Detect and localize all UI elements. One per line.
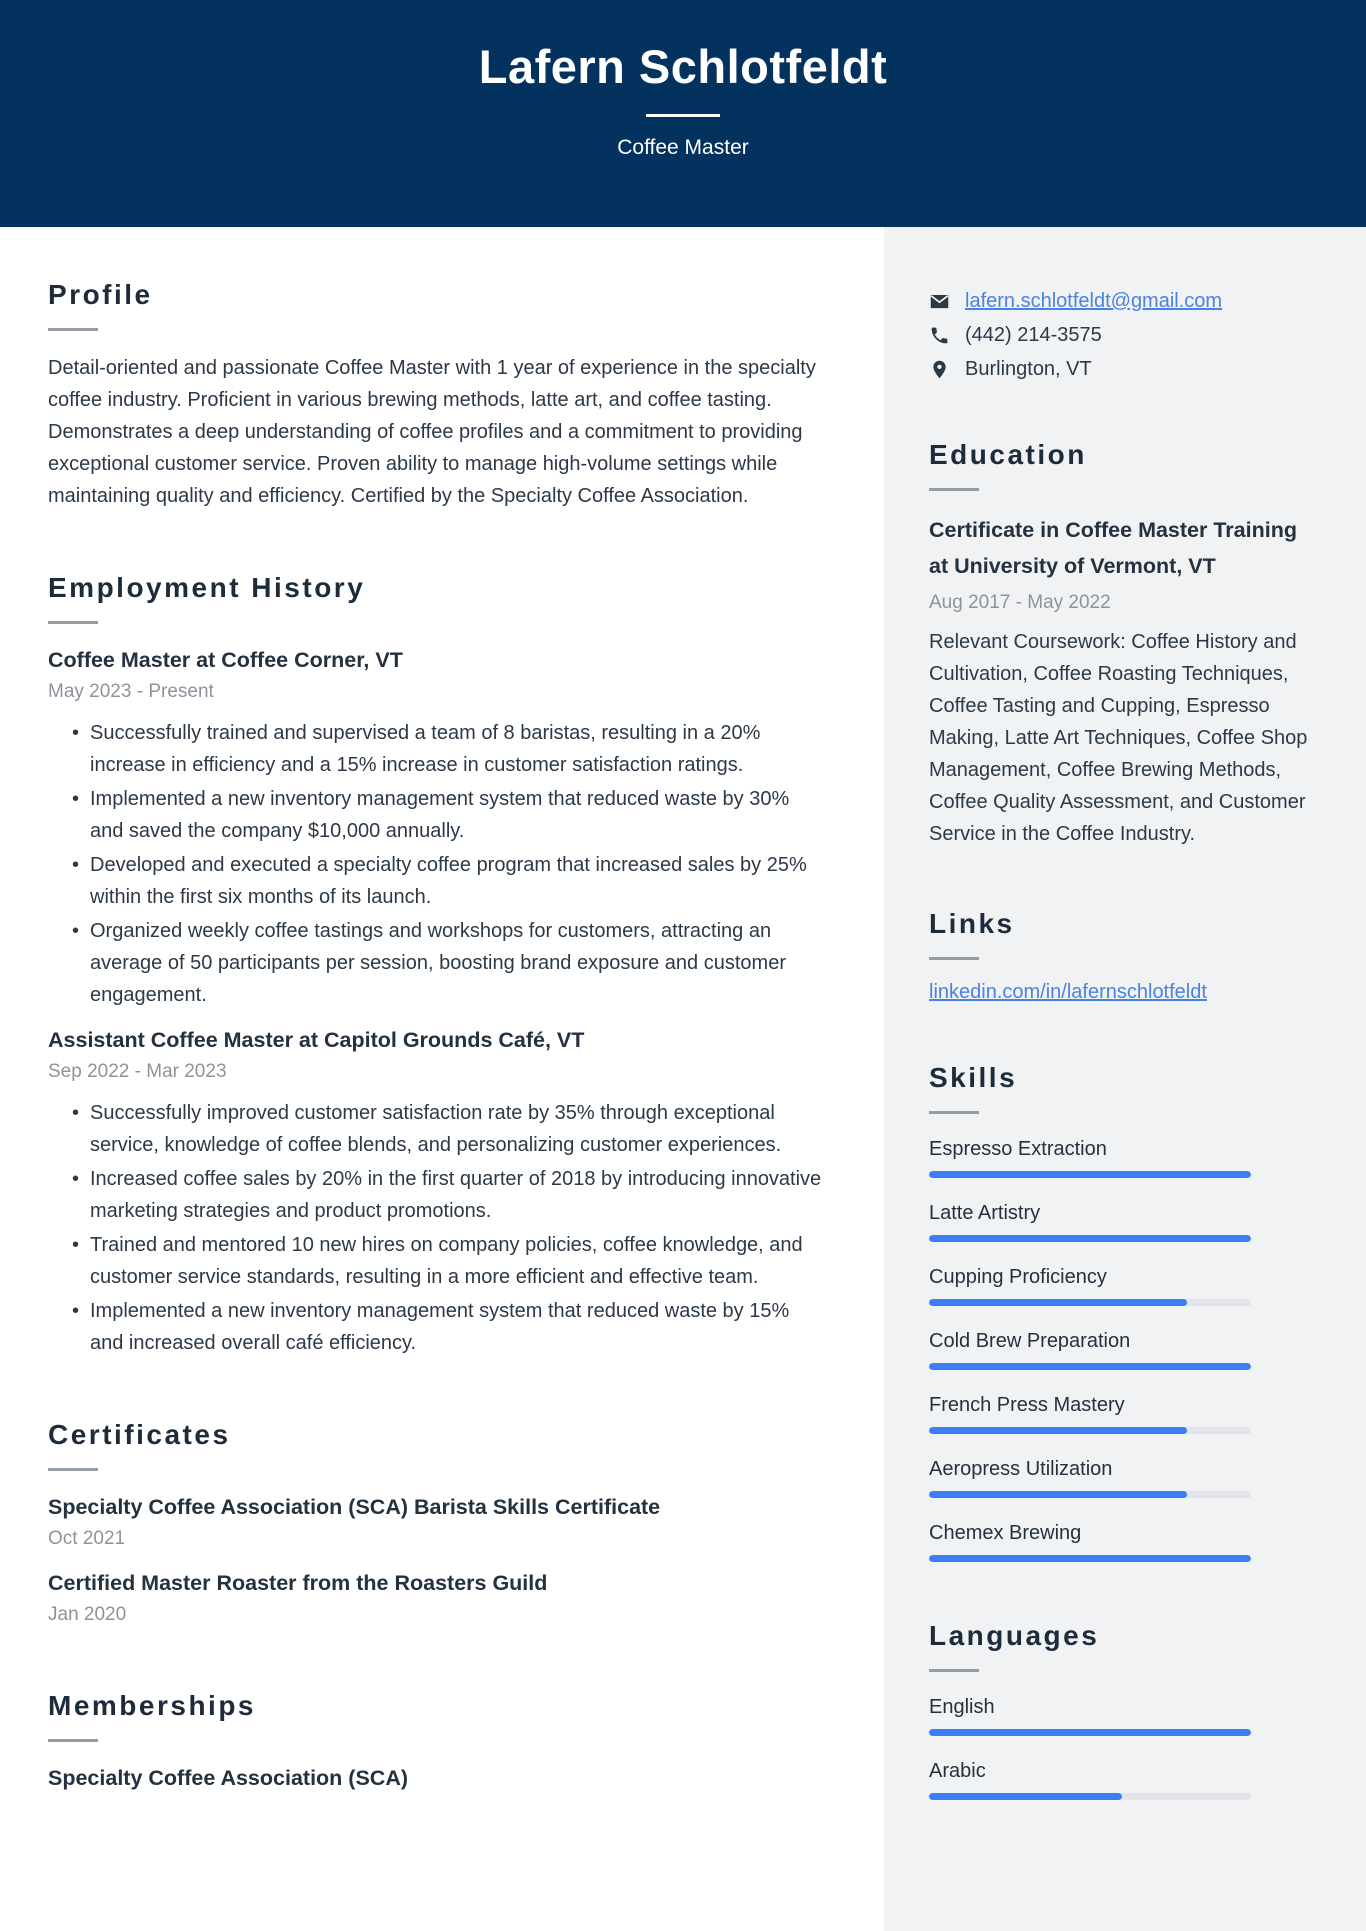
skills-heading: Skills — [929, 1062, 1018, 1093]
candidate-name: Lafern Schlotfeldt — [478, 40, 888, 93]
certificate-title: Specialty Coffee Association (SCA) Barista Skills Certificate — [48, 1495, 661, 1519]
section-divider — [48, 328, 98, 331]
certificate-entry — [48, 1568, 826, 1630]
job-bullet: • Implemented a new inventory management system that reduced waste by 15% and increased overall café efficiency. — [90, 1295, 826, 1359]
job-title: Assistant Coffee Master at Capitol Grounds Café, VT — [48, 1028, 585, 1052]
language-label: Arabic — [929, 1760, 986, 1782]
education-heading: Education — [929, 439, 1087, 470]
main-column — [0, 227, 884, 1931]
memberships-heading: Memberships — [48, 1690, 256, 1721]
email-link[interactable]: lafern.schlotfeldt@gmail.com — [965, 290, 1223, 312]
skill-label: Cupping Proficiency — [929, 1266, 1107, 1288]
section-divider — [929, 957, 979, 960]
skill-bar-track — [929, 1491, 1251, 1498]
employment-heading: Employment History — [48, 572, 366, 603]
job-title: Coffee Master at Coffee Corner, VT — [48, 648, 403, 672]
certificate-date: Jan 2020 — [48, 1604, 127, 1625]
section-divider — [929, 1111, 979, 1114]
skill-label: Latte Artistry — [929, 1202, 1041, 1224]
contact-block — [929, 289, 1316, 381]
section-divider — [48, 1468, 98, 1471]
job-bullet: • Trained and mentored 10 new hires on company policies, coffee knowledge, and customer service standards, resulting in a more efficient and effective team. — [90, 1229, 826, 1293]
certificate-entry — [48, 1492, 826, 1554]
language-bar-fill — [929, 1729, 1251, 1736]
map-pin-icon — [929, 359, 950, 380]
certificates-section — [48, 1419, 826, 1630]
skill-label: French Press Mastery — [929, 1394, 1125, 1416]
skill-bar-fill — [929, 1235, 1251, 1242]
skill-bar-fill — [929, 1491, 1187, 1498]
language-item — [929, 1693, 1316, 1736]
links-section — [929, 908, 1316, 1004]
location-text: Burlington, VT — [965, 358, 1092, 380]
linkedin-link[interactable]: linkedin.com/in/lafernschlotfeldt — [929, 981, 1207, 1003]
skill-label: Aeropress Utilization — [929, 1458, 1113, 1480]
skill-bar-track — [929, 1235, 1251, 1242]
candidate-title: Coffee Master — [617, 136, 749, 159]
education-coursework: Relevant Coursework: Coffee History and Cultivation, Coffee Roasting Techniques, Coffee Tasting and Cupping, Espresso Making, Latte Art Techniques, Coffee Shop Management, Coffee Brewing Methods, Coffee Quality Assessment, and Customer Service in the Coffee Industry. — [929, 631, 1308, 845]
profile-section — [48, 279, 826, 512]
skill-bar-fill — [929, 1427, 1187, 1434]
job-bullet: • Implemented a new inventory management system that reduced waste by 30% and saved the company $10,000 annually. — [90, 783, 826, 847]
skill-item — [929, 1135, 1316, 1178]
languages-heading: Languages — [929, 1620, 1100, 1651]
job-entry — [48, 645, 826, 1011]
language-item — [929, 1757, 1316, 1800]
contact-phone-row — [929, 323, 1316, 347]
skill-item — [929, 1327, 1316, 1370]
skill-bar-fill — [929, 1299, 1187, 1306]
job-dates: Sep 2022 - Mar 2023 — [48, 1061, 227, 1082]
envelope-icon — [929, 291, 950, 312]
section-divider — [929, 1669, 979, 1672]
skill-bar-track — [929, 1427, 1251, 1434]
phone-icon — [929, 325, 950, 346]
education-degree: Certificate in Coffee Master Training at University of Vermont, VT — [929, 518, 1297, 578]
education-dates: Aug 2017 - May 2022 — [929, 592, 1111, 613]
skill-label: Espresso Extraction — [929, 1138, 1107, 1160]
profile-heading: Profile — [48, 279, 153, 310]
certificate-title: Certified Master Roaster from the Roasters Guild — [48, 1571, 548, 1595]
language-bar-track — [929, 1793, 1251, 1800]
skill-bar-fill — [929, 1171, 1251, 1178]
job-bullet-list — [48, 1097, 826, 1359]
skills-section — [929, 1062, 1316, 1562]
certificates-heading: Certificates — [48, 1419, 231, 1450]
skill-bar-track — [929, 1555, 1251, 1562]
job-bullet: • Organized weekly coffee tastings and workshops for customers, attracting an average of 50 participants per session, boosting brand exposure and customer engagement. — [90, 915, 826, 1011]
sidebar — [884, 227, 1366, 1931]
skill-item — [929, 1455, 1316, 1498]
skill-bar-track — [929, 1363, 1251, 1370]
section-divider — [48, 1739, 98, 1742]
skill-bar-fill — [929, 1555, 1251, 1562]
job-entry — [48, 1025, 826, 1359]
header — [0, 0, 1366, 227]
job-dates: May 2023 - Present — [48, 681, 214, 702]
job-bullet: • Successfully trained and supervised a team of 8 baristas, resulting in a 20% increase in efficiency and a 15% increase in customer satisfaction ratings. — [90, 717, 826, 781]
contact-location-row — [929, 357, 1316, 381]
employment-section — [48, 572, 826, 1359]
language-bar-fill — [929, 1793, 1122, 1800]
content-columns — [0, 227, 1366, 1931]
skill-item — [929, 1391, 1316, 1434]
skill-bar-track — [929, 1299, 1251, 1306]
skill-label: Chemex Brewing — [929, 1522, 1082, 1544]
job-bullet-list — [48, 717, 826, 1011]
memberships-section — [48, 1690, 826, 1793]
skill-item — [929, 1519, 1316, 1562]
section-divider — [48, 621, 98, 624]
skill-item — [929, 1263, 1316, 1306]
certificate-date: Oct 2021 — [48, 1528, 126, 1549]
skill-bar-track — [929, 1171, 1251, 1178]
skill-item — [929, 1199, 1316, 1242]
profile-text: Detail-oriented and passionate Coffee Master with 1 year of experience in the specialty coffee industry. Proficient in various brewing methods, latte art, and coffee tasting. Demonstrates a deep understanding of coffee profiles and a commitment to providing exceptional customer service. Proven ability to manage high-volume settings while maintaining quality and efficiency. Certified by the Specialty Coffee Association. — [48, 357, 816, 507]
skill-label: Cold Brew Preparation — [929, 1330, 1131, 1352]
language-label: English — [929, 1696, 995, 1718]
languages-section — [929, 1620, 1316, 1800]
membership-entry: Specialty Coffee Association (SCA) — [48, 1766, 408, 1790]
section-divider — [929, 488, 979, 491]
skill-bar-fill — [929, 1363, 1251, 1370]
links-heading: Links — [929, 908, 1015, 939]
job-bullet: • Successfully improved customer satisfaction rate by 35% through exceptional service, knowledge of coffee blends, and personalizing customer experiences. — [90, 1097, 826, 1161]
language-bar-track — [929, 1729, 1251, 1736]
phone-number: (442) 214-3575 — [965, 324, 1102, 346]
name-divider — [646, 114, 720, 117]
contact-email-row — [929, 289, 1316, 313]
job-bullet: • Increased coffee sales by 20% in the first quarter of 2018 by introducing innovative marketing strategies and product promotions. — [90, 1163, 826, 1227]
education-section — [929, 439, 1316, 850]
job-bullet: • Developed and executed a specialty coffee program that increased sales by 25% within the first six months of its launch. — [90, 849, 826, 913]
